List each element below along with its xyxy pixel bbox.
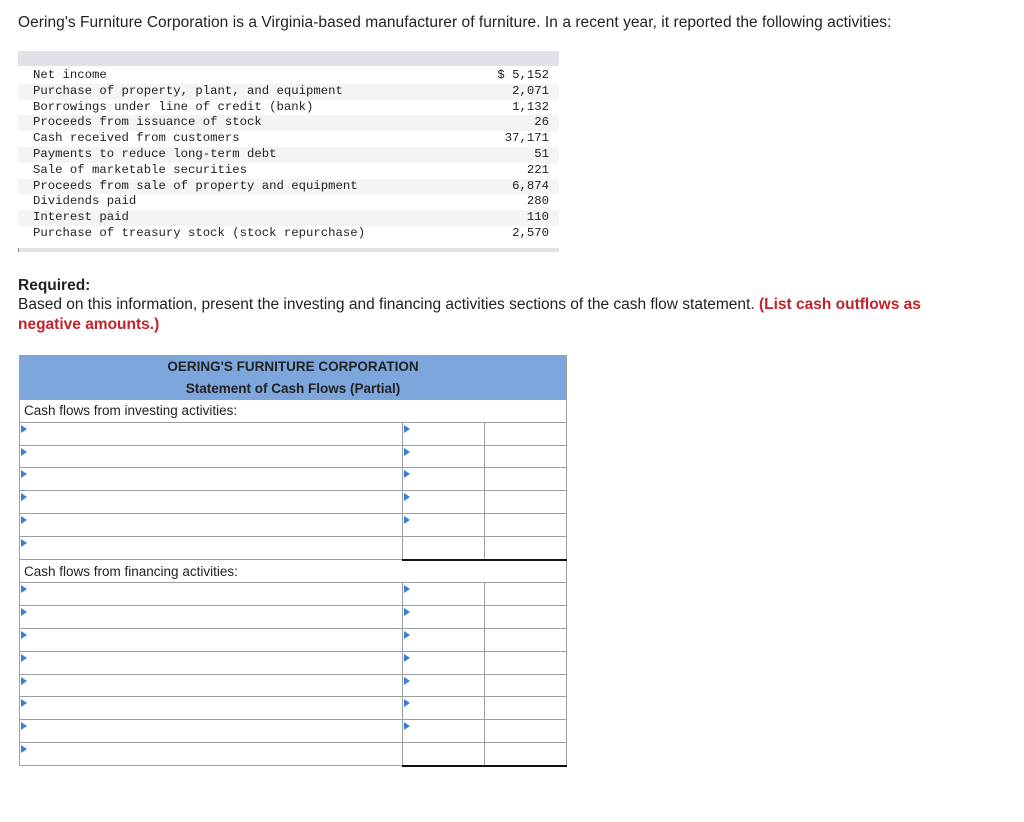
financing-description-cell[interactable]: [20, 651, 403, 674]
financing-amount-cell[interactable]: [403, 697, 485, 720]
financing-total-cell[interactable]: [485, 606, 567, 629]
financing-row: [20, 720, 567, 743]
dropdown-arrow-icon[interactable]: [404, 654, 410, 662]
financing-row: [20, 628, 567, 651]
dropdown-arrow-icon[interactable]: [21, 470, 27, 478]
investing-row: [20, 468, 567, 491]
activity-label: Borrowings under line of credit (bank): [33, 99, 314, 114]
investing-total-cell[interactable]: [485, 468, 567, 491]
dropdown-arrow-icon[interactable]: [404, 425, 410, 433]
investing-amount-cell[interactable]: [403, 468, 485, 491]
activity-value: 51: [477, 147, 559, 163]
activity-label: Interest paid: [18, 210, 477, 226]
activity-row: [18, 84, 559, 100]
financing-row: [20, 697, 567, 720]
activities-panel: [18, 51, 559, 254]
statement-title-header: Statement of Cash Flows (Partial): [20, 378, 567, 400]
activity-row: [18, 131, 559, 147]
dropdown-arrow-icon[interactable]: [21, 722, 27, 730]
investing-amount-cell[interactable]: [403, 422, 485, 445]
activity-label: Net income: [33, 68, 107, 82]
investing-description-cell[interactable]: [20, 536, 403, 559]
activity-row: [18, 163, 559, 179]
activity-label: Dividends paid: [33, 194, 137, 209]
investing-total-cell[interactable]: [485, 513, 567, 536]
investing-amount-cell[interactable]: [403, 445, 485, 468]
dropdown-arrow-icon[interactable]: [21, 745, 27, 753]
dropdown-arrow-icon[interactable]: [404, 699, 410, 707]
required-text: Based on this information, present the investing and financing activities sections of the cash flow statement.: [18, 296, 759, 313]
required-emphasis: (List cash outflows as negative amounts.): [18, 296, 921, 333]
financing-amount-cell[interactable]: [403, 606, 485, 629]
activity-row: [18, 210, 559, 226]
dropdown-arrow-icon[interactable]: [404, 631, 410, 639]
dropdown-arrow-icon[interactable]: [404, 448, 410, 456]
financing-description-cell[interactable]: [20, 742, 403, 765]
dropdown-arrow-icon[interactable]: [404, 608, 410, 616]
dropdown-arrow-icon[interactable]: [21, 699, 27, 707]
dropdown-arrow-icon[interactable]: [21, 425, 27, 433]
financing-total-cell[interactable]: [485, 720, 567, 743]
investing-amount-cell[interactable]: [403, 491, 485, 514]
financing-description-cell[interactable]: [20, 583, 403, 606]
dropdown-arrow-icon[interactable]: [21, 631, 27, 639]
panel-bottom-band: [18, 248, 559, 252]
financing-row: [20, 742, 567, 765]
dropdown-arrow-icon[interactable]: [404, 585, 410, 593]
financing-amount-cell[interactable]: [403, 720, 485, 743]
financing-amount-cell[interactable]: [403, 742, 485, 765]
activity-value: $ 5,152: [497, 68, 549, 82]
company-name-header: OERING'S FURNITURE CORPORATION: [20, 356, 567, 378]
activity-label: Purchase of property, plant, and equipment: [18, 84, 477, 100]
required-heading: Required:: [18, 277, 91, 294]
dropdown-arrow-icon[interactable]: [404, 516, 410, 524]
activity-row: [18, 100, 559, 116]
activity-value: 6,874: [477, 179, 559, 195]
dropdown-arrow-icon[interactable]: [21, 516, 27, 524]
investing-row: [20, 513, 567, 536]
investing-description-cell[interactable]: [20, 513, 403, 536]
activity-value: 280: [526, 194, 549, 209]
activity-value: 2,570: [512, 225, 549, 240]
activity-value: 37,171: [504, 131, 549, 146]
financing-row: [20, 674, 567, 697]
investing-total-cell[interactable]: [485, 536, 567, 559]
dropdown-arrow-icon[interactable]: [404, 493, 410, 501]
investing-description-cell[interactable]: [20, 422, 403, 445]
dropdown-arrow-icon[interactable]: [21, 539, 27, 547]
financing-amount-cell[interactable]: [403, 651, 485, 674]
financing-total-cell[interactable]: [485, 583, 567, 606]
investing-row: [20, 491, 567, 514]
activity-row: [18, 147, 559, 163]
dropdown-arrow-icon[interactable]: [404, 722, 410, 730]
financing-total-cell[interactable]: [485, 742, 567, 765]
activities-table: [18, 68, 559, 242]
financing-total-cell[interactable]: [485, 628, 567, 651]
activity-value: 2,071: [477, 84, 559, 100]
investing-amount-cell[interactable]: [403, 536, 485, 559]
financing-row: [20, 583, 567, 606]
financing-total-cell[interactable]: [485, 651, 567, 674]
investing-total-cell[interactable]: [485, 445, 567, 468]
activity-row: [18, 194, 559, 210]
financing-total-cell[interactable]: [485, 697, 567, 720]
activity-row: [18, 68, 559, 84]
financing-description-cell[interactable]: [20, 606, 403, 629]
activity-row: [18, 179, 559, 195]
dropdown-arrow-icon[interactable]: [21, 677, 27, 685]
investing-description-cell[interactable]: [20, 468, 403, 491]
dropdown-arrow-icon[interactable]: [21, 448, 27, 456]
financing-description-cell[interactable]: [20, 628, 403, 651]
investing-total-cell[interactable]: [485, 422, 567, 445]
dropdown-arrow-icon[interactable]: [404, 677, 410, 685]
financing-row: [20, 606, 567, 629]
financing-amount-cell[interactable]: [403, 674, 485, 697]
financing-row: [20, 651, 567, 674]
activity-value: 26: [477, 115, 559, 131]
financing-amount-cell[interactable]: [403, 628, 485, 651]
investing-section-label: Cash flows from investing activities:: [20, 400, 567, 423]
investing-description-cell[interactable]: [20, 491, 403, 514]
dropdown-arrow-icon[interactable]: [21, 608, 27, 616]
investing-row: [20, 422, 567, 445]
dropdown-arrow-icon[interactable]: [21, 585, 27, 593]
panel-top-band: [18, 51, 559, 66]
activity-value: 1,132: [512, 99, 549, 114]
investing-amount-cell[interactable]: [403, 513, 485, 536]
activity-label: Cash received from customers: [33, 131, 240, 146]
activity-label: Payments to reduce long-term debt: [18, 147, 477, 163]
activity-value: 221: [526, 162, 549, 177]
activity-row: [18, 226, 559, 242]
dropdown-arrow-icon[interactable]: [21, 654, 27, 662]
activity-label: Proceeds from sale of property and equipment: [18, 179, 477, 195]
dropdown-arrow-icon[interactable]: [21, 493, 27, 501]
problem-intro: Oering's Furniture Corporation is a Virginia-based manufacturer of furniture. In a recent year, it reported the following activities:: [18, 14, 892, 31]
financing-description-cell[interactable]: [20, 674, 403, 697]
activity-value: 110: [477, 210, 559, 226]
financing-total-cell[interactable]: [485, 674, 567, 697]
dropdown-arrow-icon[interactable]: [404, 470, 410, 478]
investing-total-cell[interactable]: [485, 491, 567, 514]
financing-description-cell[interactable]: [20, 720, 403, 743]
activity-label: Purchase of treasury stock (stock repurchase): [33, 225, 366, 240]
activity-label: Sale of marketable securities: [33, 162, 248, 177]
investing-description-cell[interactable]: [20, 445, 403, 468]
activity-row: [18, 115, 559, 131]
cash-flow-statement: [19, 355, 567, 767]
financing-description-cell[interactable]: [20, 697, 403, 720]
required-instructions: [18, 295, 948, 335]
financing-amount-cell[interactable]: [403, 583, 485, 606]
activity-label: Proceeds from issuance of stock: [18, 115, 477, 131]
financing-section-label: Cash flows from financing activities:: [20, 560, 567, 583]
investing-row: [20, 445, 567, 468]
investing-row: [20, 536, 567, 559]
